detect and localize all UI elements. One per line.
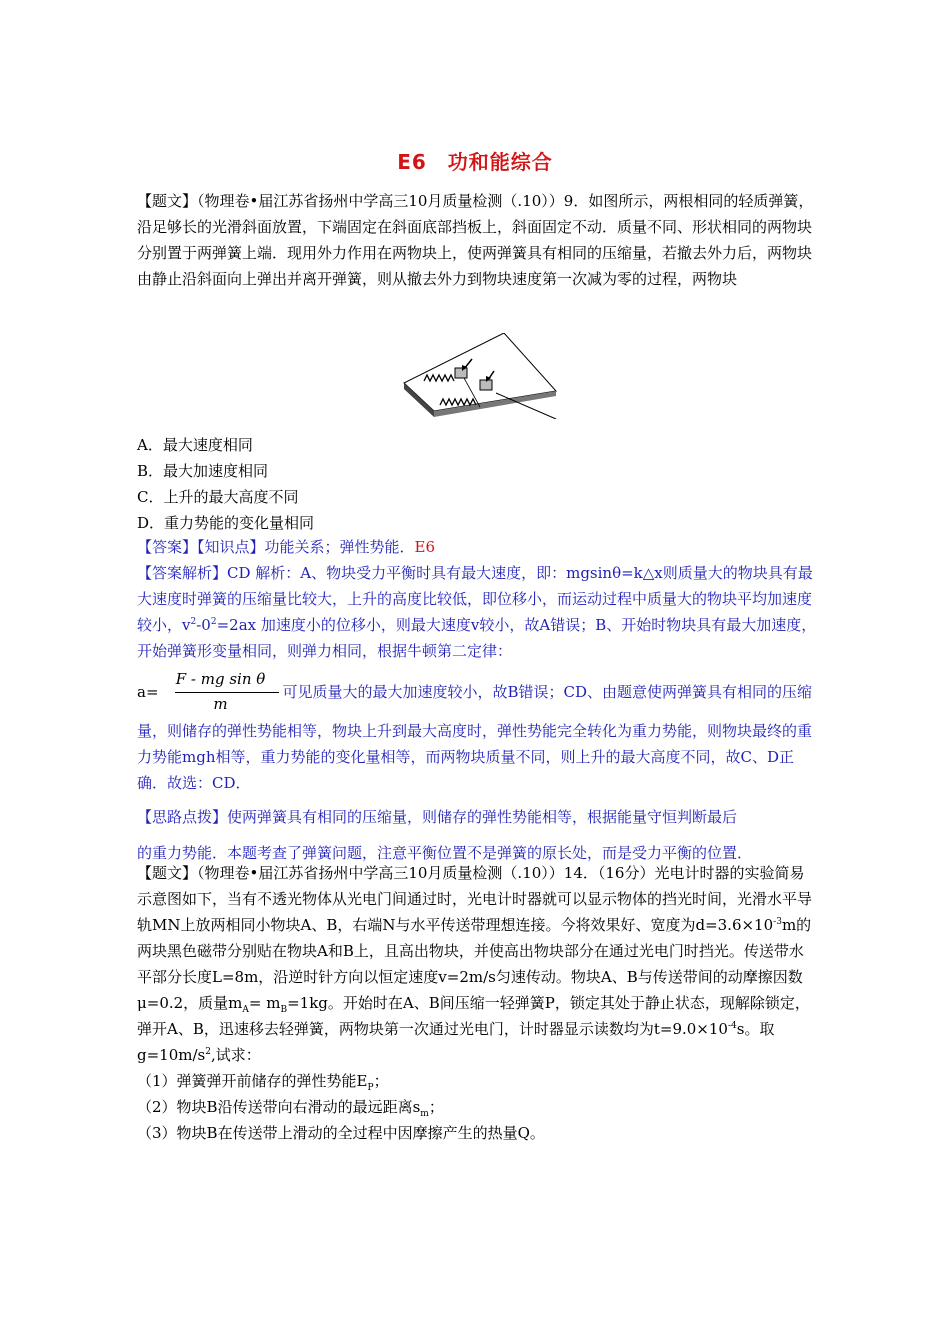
question-2 (137, 860, 817, 1146)
question-1-text: 【题文】（物理卷•届江苏省扬州中学高三10月质量检测（.10））9．如图所示，两根相同的轻质弹簧，沿足够长的光滑斜面放置，下端固定在斜面底部挡板上，斜面固定不动．质量不同、形状相同的两物块分别置于两弹簧上端．现用外力作用在两物块上，使两弹簧具有相同的压缩量，若撤去外力后，两物块由静止沿斜面向上弹出并离开弹簧，则从撤去外力到物块速度第一次减为零的过程，两物块 (137, 192, 814, 288)
question-2-item-3: （3）物块B在传送带上滑动的全过程中因摩擦产生的热量Q。 (137, 1124, 545, 1142)
answer-prefix: 【答案】【知识点】功能关系；弹性势能． (137, 538, 415, 556)
question-1-answer (137, 534, 817, 866)
question-1-options (137, 432, 817, 536)
question-2-item-1: （1）弹簧弹开前储存的弹性势能$E_P$； (137, 1072, 389, 1093)
page-title: E6 功和能综合 (397, 150, 553, 174)
option-c: C．上升的最大高度不同 (137, 488, 299, 506)
incline-spring-figure (400, 333, 560, 419)
formula-denominator: m (213, 695, 228, 713)
hint-line-2: 的重力势能．本题考查了弹簧问题，注意平衡位置不是弹簧的原长处，而是受力平衡的位置． (137, 844, 753, 862)
formula-line (137, 668, 817, 796)
answer-tag: E6 (414, 538, 436, 556)
question-1-stem (137, 188, 817, 292)
option-a: A．最大速度相同 (137, 436, 253, 454)
hint-line-1: 【思路点拨】使两弹簧具有相同的压缩量，则储存的弹性势能相等，根据能量守恒判断最后 (137, 808, 738, 826)
option-b: B．最大加速度相同 (137, 462, 269, 480)
acceleration-formula (161, 668, 281, 718)
analysis-part-2: 可见质量大的最大加速度较小，故B错误；CD、由题意使两弹簧具有相同的压缩量，则储存的弹性势能相等，物块上升到最大高度时，弹性势能完全转化为重力势能，则物块最终的重力势能mgh相等，重力势能的变化量相等，而两物块质量不同，则上升的最大高度不同，故C、D正确．故选：CD． (137, 683, 813, 792)
option-d: D．重力势能的变化量相同 (137, 514, 315, 532)
formula-prefix: a= (137, 683, 159, 701)
question-2-text: 【题文】（物理卷•届江苏省扬州中学高三10月质量检测（.10））14．（16分）光电计时器的实验简易示意图如下，当有不透光物体从光电门间通过时，光电计时器就可以显示物体的挡光时间，光滑水平导轨MN上放两相同小物块A、B，右端N与水平传送带理想连接。今将效果好、宽度为$d=3.6\times 10^{-3}m$的两块黑色磁带分别贴在物块A和B上，且高出物块，并使高出物块部分在通过光电门时挡光。传送带水平部分长度L=8m，沿逆时针方向以恒定速度v=2m/s匀速传动。物块A、B与传送带间的动摩擦因数μ=0.2，质量$m_A= m_B=1kg$。开始时在A、B间压缩一轻弹簧P，锁定其处于静止状态，现解除锁定，弹开A、B，迅速移去轻弹簧，两物块第一次通过光电门，计时器显示读数均为$t=9.0\times 10^{-4}s$。取$g=10m/s^2$,试求： (137, 864, 813, 1064)
analysis-part-1: 【答案解析】CD 解析：A、物块受力平衡时具有最大速度，即：mgsinθ=k△x则质量大的物块具有最大速度时弹簧的压缩量比较大，上升的高度比较低，即位移小，而运动过程中质量大的物块平均加速度较小，$v^2-0^2=2ax$ 加速度小的位移小，则最大速度v较小，故A错误；B、开始时物块具有最大加速度，开始弹簧形变量相同，则弹力相同，根据牛顿第二定律： (137, 564, 817, 660)
answer-line (137, 534, 817, 560)
formula-numerator: F - mg sin θ (175, 670, 266, 688)
question-2-item-2: （2）物块B沿传送带向右滑动的最远距离$s_m$； (137, 1098, 444, 1119)
